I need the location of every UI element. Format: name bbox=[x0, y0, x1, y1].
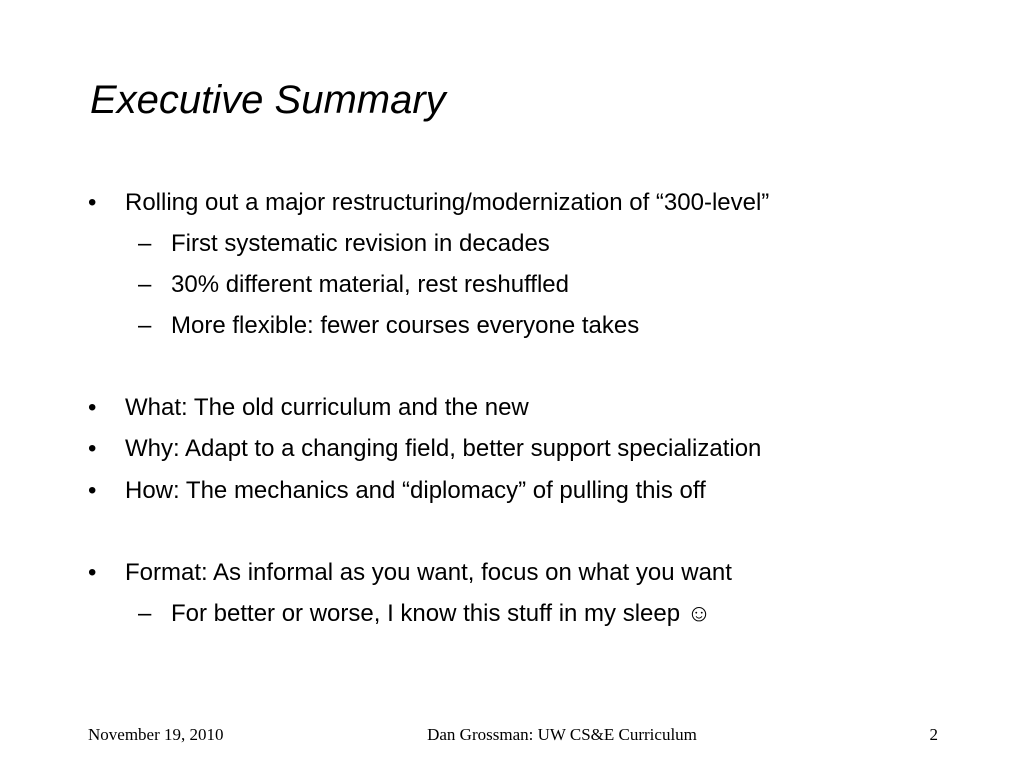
bullet-text: Format: As informal as you want, focus on what you want bbox=[125, 559, 732, 586]
slide-title: Executive Summary bbox=[90, 78, 446, 122]
sub-bullet-marker: – bbox=[138, 230, 152, 257]
bullet-text: How: The mechanics and “diplomacy” of pulling this off bbox=[125, 477, 706, 504]
bullet-marker: • bbox=[88, 435, 97, 462]
bullet-marker: • bbox=[88, 559, 97, 586]
sub-bullet-marker: – bbox=[138, 271, 152, 298]
sub-bullet-marker: – bbox=[138, 312, 152, 339]
sub-bullet-text: For better or worse, I know this stuff in my sleep ☺ bbox=[171, 600, 712, 627]
bullet-text: Why: Adapt to a changing field, better support specialization bbox=[125, 435, 762, 462]
bullet-text: Rolling out a major restructuring/modernization of “300-level” bbox=[125, 189, 770, 216]
sub-bullet-text: First systematic revision in decades bbox=[171, 230, 550, 257]
sub-bullet-text: 30% different material, rest reshuffled bbox=[171, 271, 569, 298]
bullet-text: What: The old curriculum and the new bbox=[125, 394, 529, 421]
bullet-marker: • bbox=[88, 189, 97, 216]
bullet-marker: • bbox=[88, 477, 97, 504]
footer-title: Dan Grossman: UW CS&E Curriculum bbox=[427, 725, 697, 744]
sub-bullet-text: More flexible: fewer courses everyone takes bbox=[171, 312, 640, 339]
footer-date: November 19, 2010 bbox=[88, 725, 224, 744]
bullet-marker: • bbox=[88, 394, 97, 421]
sub-bullet-marker: – bbox=[138, 600, 152, 627]
slide-number: 2 bbox=[929, 725, 938, 744]
